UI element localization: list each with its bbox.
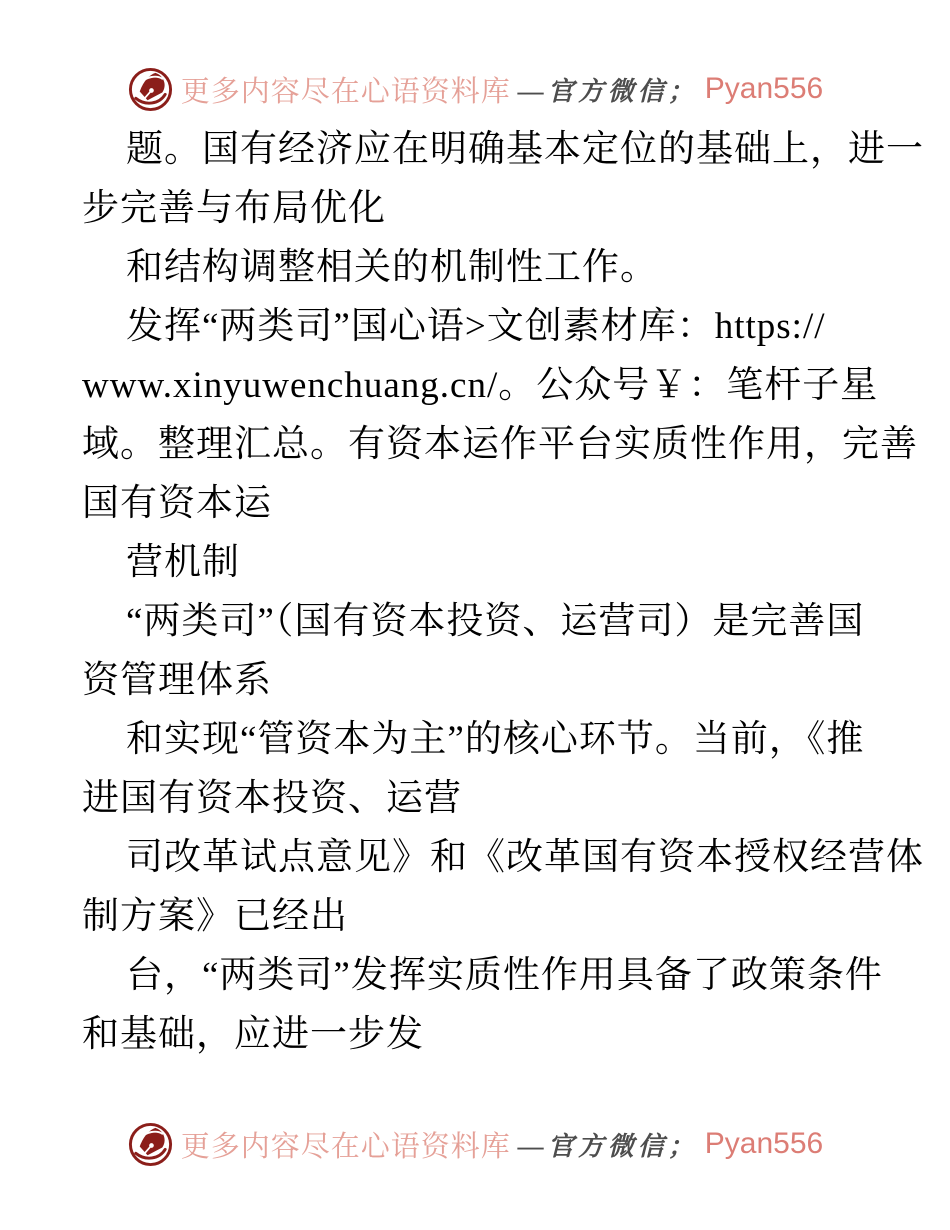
document-page-text — [82, 120, 924, 1064]
document-line: 国有资本运 — [82, 483, 272, 524]
document-line: 资管理体系 — [82, 660, 272, 701]
wechat-label: —官方微信； — [517, 76, 698, 106]
wechat-label: —官方微信； — [517, 1131, 698, 1161]
document-line: 域。整理汇总。有资本运作平台实质性作用，完善 — [82, 424, 918, 465]
document-line: 题。国有经济应在明确基本定位的基础上，进一 — [126, 129, 924, 170]
document-line: 和基础，应进一步发 — [82, 1014, 424, 1055]
pen-seal-logo-icon — [127, 1121, 174, 1168]
document-line: 司改革试点意见》和《改革国有资本授权经营体 — [126, 837, 924, 878]
brand-text: 更多内容尽在心语资料库 — [180, 1130, 511, 1163]
pen-seal-logo-icon — [127, 66, 174, 113]
wechat-id: Pyan556 — [704, 1127, 824, 1160]
document-line: 发挥“两类司”国心语>文创素材库：https:// — [126, 306, 826, 347]
document-line: 制方案》已经出 — [82, 896, 348, 937]
document-line: 和实现“管资本为主”的核心环节。当前，《推 — [126, 719, 865, 760]
document-line: www.xinyuwenchuang.cn/。公众号￥：笔杆子星 — [82, 365, 879, 406]
document-line: 步完善与布局优化 — [82, 188, 386, 229]
header-watermark — [0, 60, 950, 118]
document-line: 和结构调整相关的机制性工作。 — [126, 247, 658, 288]
brand-text: 更多内容尽在心语资料库 — [180, 75, 511, 108]
document-line: 进国有资本投资、运营 — [82, 778, 462, 819]
footer-watermark — [0, 1116, 950, 1172]
document-line: “两类司”（国有资本投资、运营司）是完善国 — [126, 601, 865, 642]
document-line: 营机制 — [126, 542, 240, 583]
document-line: 台，“两类司”发挥实质性作用具备了政策条件 — [126, 955, 883, 996]
wechat-id: Pyan556 — [704, 72, 824, 105]
